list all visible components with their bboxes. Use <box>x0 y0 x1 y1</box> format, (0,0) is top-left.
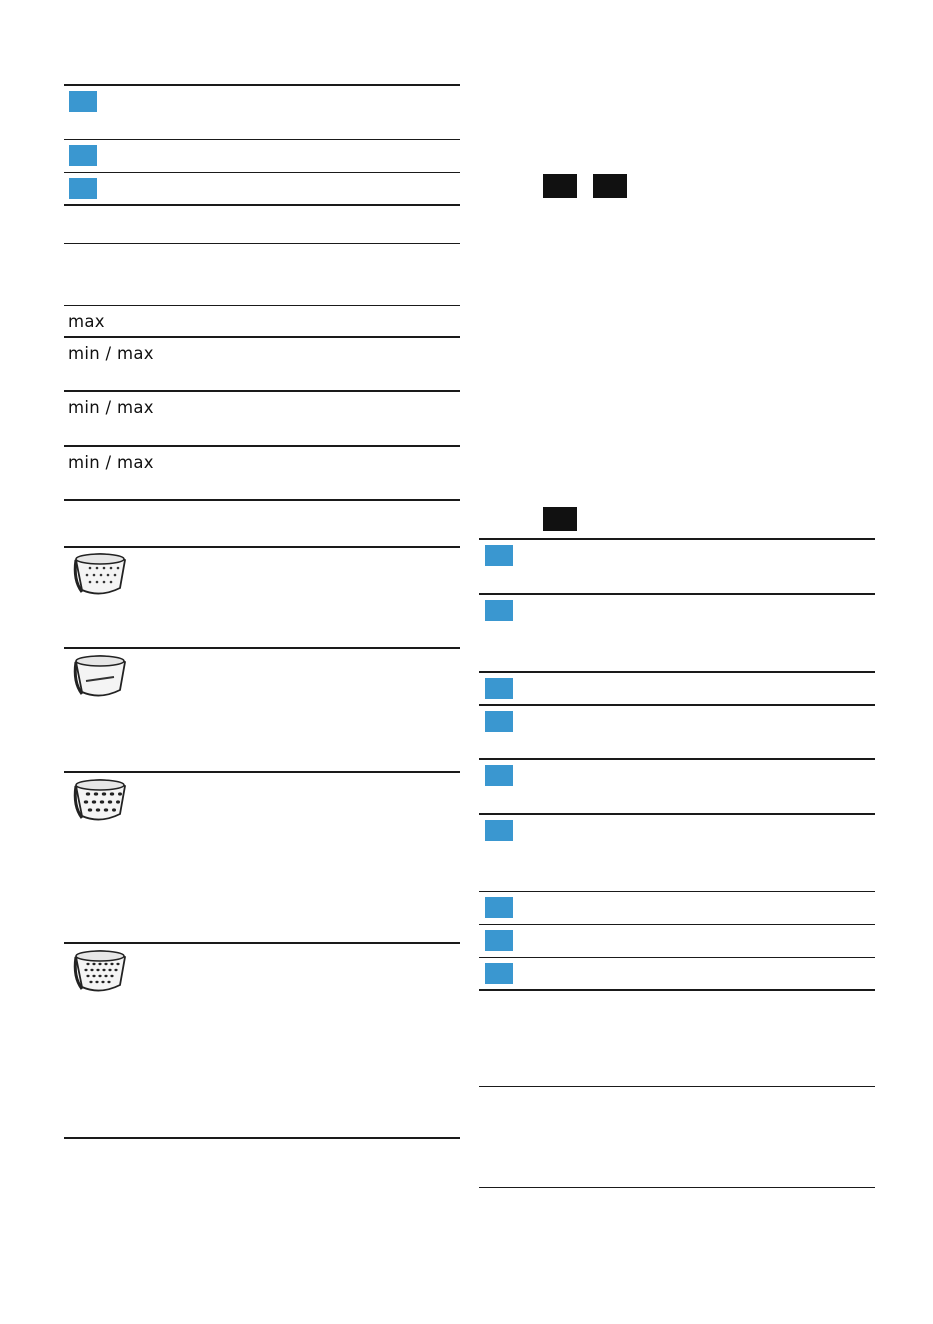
table-rule <box>479 989 875 991</box>
table-rule <box>64 942 460 944</box>
blue-marker <box>485 897 513 918</box>
blue-marker <box>485 963 513 984</box>
table-rule <box>64 84 460 86</box>
blue-marker <box>485 545 513 566</box>
table-rule <box>64 546 460 548</box>
table-rule <box>64 647 460 649</box>
blue-marker <box>485 600 513 621</box>
table-rule <box>479 891 875 892</box>
table-rule <box>64 139 460 140</box>
blue-marker <box>485 820 513 841</box>
blue-marker <box>69 145 97 166</box>
table-rule <box>479 957 875 958</box>
table-rule <box>64 243 460 244</box>
blue-marker <box>485 711 513 732</box>
dark-box <box>543 174 577 198</box>
blue-marker <box>485 930 513 951</box>
level-label-min-max: min / max <box>68 453 154 472</box>
table-rule <box>479 1187 875 1188</box>
table-rule <box>479 671 875 673</box>
table-rule <box>479 538 875 540</box>
table-rule <box>64 204 460 206</box>
dark-box <box>543 507 577 531</box>
level-label-min-max: min / max <box>68 344 154 363</box>
medium-grating-drum-icon <box>70 947 128 999</box>
table-rule <box>64 336 460 338</box>
table-rule <box>479 593 875 595</box>
table-rule <box>64 1137 460 1139</box>
table-rule <box>479 758 875 760</box>
table-rule <box>64 390 460 392</box>
dark-box <box>593 174 627 198</box>
table-rule <box>64 172 460 173</box>
table-rule <box>479 813 875 815</box>
blue-marker <box>485 765 513 786</box>
blue-marker <box>69 178 97 199</box>
slicing-drum-icon <box>70 652 128 704</box>
table-rule <box>64 771 460 773</box>
table-rule <box>479 1086 875 1087</box>
blue-marker <box>69 91 97 112</box>
blue-marker <box>485 678 513 699</box>
table-rule <box>64 445 460 447</box>
table-rule <box>64 499 460 501</box>
coarse-grating-drum-icon <box>70 776 128 828</box>
level-label-max: max <box>68 312 105 331</box>
table-rule <box>479 704 875 706</box>
level-label-min-max: min / max <box>68 398 154 417</box>
table-rule <box>64 305 460 306</box>
fine-grating-drum-icon <box>70 550 128 602</box>
table-rule <box>479 924 875 925</box>
